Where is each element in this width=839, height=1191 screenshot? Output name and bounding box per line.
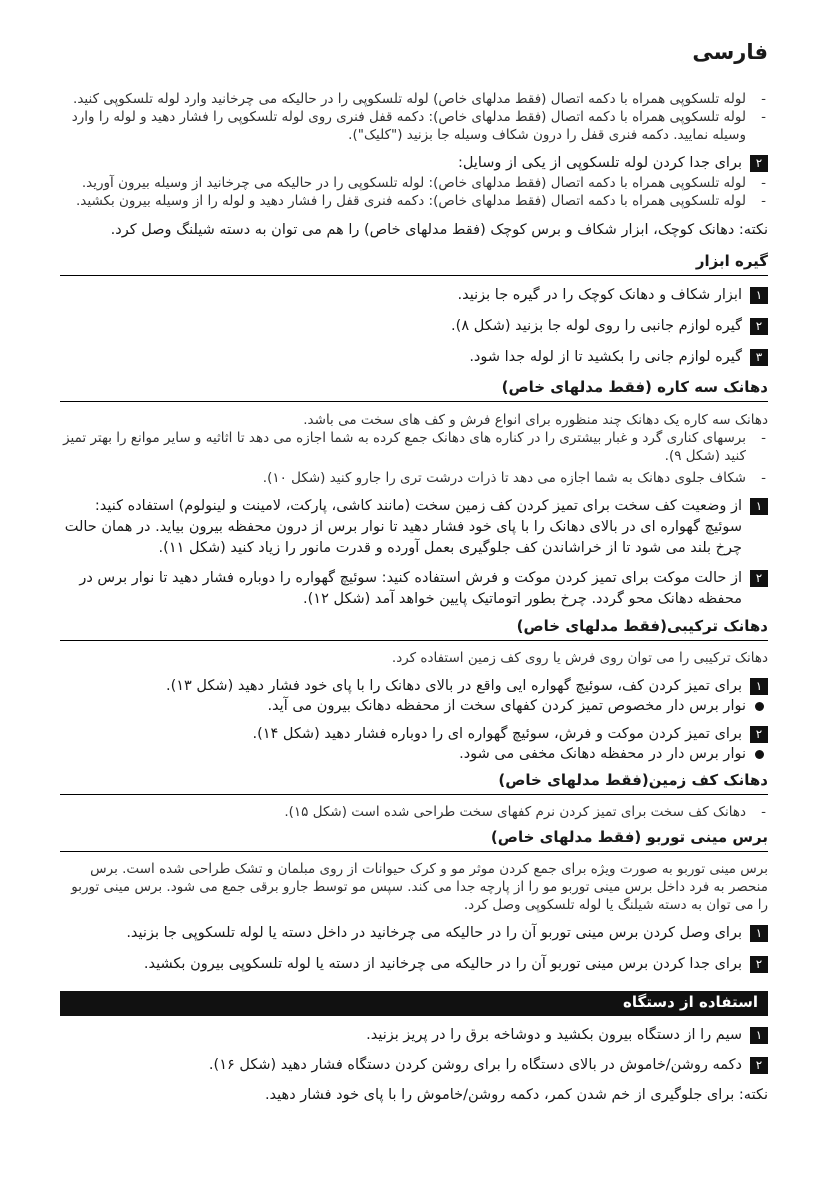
step-text: ابزار شکاف و دهانک کوچک را در گیره جا بزنید. xyxy=(457,287,742,303)
using-step-2 xyxy=(60,1055,768,1076)
section-divider xyxy=(60,851,768,852)
combi-nozzle-step-2 xyxy=(60,724,768,745)
attach-bullet-2: - لوله تلسکوپی همراه با دکمه اتصال (فقط مدلهای خاص): دکمه قفل فنری روی لوله تلسکوپی را فشار دهید و لوله را وارد وسیله نمایید. دکمه فنری قفل را درون شکاف وسیله جا بزنید ("کلیک"). xyxy=(60,108,768,144)
combi-nozzle-step-1 xyxy=(60,676,768,697)
step-text: دکمه روشن/خاموش در بالای دستگاه را برای روشن کردن دستگاه فشار دهید (شکل ۱۶). xyxy=(208,1057,742,1073)
step-number-badge: ۱ xyxy=(750,678,768,695)
tool-clip-step-1 xyxy=(60,285,768,306)
using-section-bar xyxy=(60,991,768,1016)
note-small-nozzle: نکته: دهانک کوچک، ابزار شکاف و برس کوچک (فقط مدلهای خاص) را هم می توان به دسته شیلنگ وصل کرد. xyxy=(110,222,768,238)
using-heading: استفاده از دستگاه xyxy=(623,993,758,1011)
step-number-badge: ۲ xyxy=(750,318,768,335)
tool-clip-heading: گیره ابزار xyxy=(695,252,768,270)
step-text: برای تمیز کردن کف، سوئیچ گهواره ایی واقع در بالای دهانک را با پای خود فشار دهید (شکل ۱۳). xyxy=(165,678,742,694)
step-number-badge: ۲ xyxy=(750,956,768,973)
step-text: گیره لوازم جانبی را روی لوله جا بزنید (شکل ۸). xyxy=(451,318,742,334)
step-text: برای تمیز کردن موکت و فرش، سوئیچ گهواره ای را دوباره فشار دهید (شکل ۱۴). xyxy=(252,726,742,742)
step-number-badge: ۱ xyxy=(750,1027,768,1044)
manual-page xyxy=(60,40,768,1180)
attach-bullet-1: - لوله تلسکوپی همراه با دکمه اتصال (فقط مدلهای خاص) لوله تلسکوپی را در حالیکه می چرخانید وارد لوله تلسکوپی کنید. xyxy=(60,90,768,108)
language-heading: فارسی xyxy=(692,40,768,64)
tool-clip-step-3 xyxy=(60,347,768,368)
triple-nozzle-step-1 xyxy=(60,496,768,559)
step-number-badge: ۲ xyxy=(750,570,768,587)
section-divider xyxy=(60,275,768,276)
step-number-badge: ۱ xyxy=(750,498,768,515)
triple-nozzle-intro: دهانک سه کاره یک دهانک چند منظوره برای انواع فرش و کف های سخت می باشد. xyxy=(303,412,768,428)
combi-nozzle-heading: دهانک ترکیبی(فقط مدلهای خاص) xyxy=(516,617,768,635)
mini-turbo-step-2 xyxy=(60,954,768,975)
detach-step xyxy=(60,153,768,174)
detach-bullet-1: - لوله تلسکوپی همراه با دکمه اتصال (فقط مدلهای خاص): لوله تلسکوپی را در حالیکه می چرخانید از وسیله بیرون آورید. xyxy=(60,174,768,192)
step-number-badge: ۲ xyxy=(750,155,768,172)
step-text: از وضعیت کف سخت برای تمیز کردن کف زمین سخت (مانند کاشی، پارکت، لامینت و لینولوم) استفاده کنید: سوئیچ گهواره ای در بالای دهانک را با پای خود فشار دهید تا نوار برس از درون محفظه بیرون بیاید. در همان حالت چرخ بلند می شود تا از خراشاندن کف جلوگیری بعمل آورده و قدرت مانور را زیاد کنید (شکل ۱۱). xyxy=(64,498,742,556)
triple-nozzle-step-2 xyxy=(60,568,768,610)
step-number-badge: ۳ xyxy=(750,349,768,366)
tool-clip-step-2 xyxy=(60,316,768,337)
section-divider xyxy=(60,640,768,641)
step-text: برای جدا کردن برس مینی توربو آن را در حالیکه می چرخانید از دسته یا لوله تلسکوپی بیرون بکشید. xyxy=(143,956,742,972)
step-text: سیم را از دستگاه بیرون بکشید و دوشاخه برق را در پریز بزنید. xyxy=(366,1027,742,1043)
step-text: از حالت موکت برای تمیز کردن موکت و فرش استفاده کنید: سوئیچ گهواره را دوباره فشار دهید تا نوار برس در محفظه دهانک محو گردد. چرخ بطور اتوماتیک پایین خواهد آمد (شکل ۱۲). xyxy=(79,570,742,607)
floor-nozzle-bullet: - دهانک کف سخت برای تمیز کردن نرم کفهای سخت طراحی شده است (شکل ۱۵). xyxy=(60,803,768,821)
triple-nozzle-bullet-1: - برسهای کناری گرد و غبار بیشتری را در کناره های دهانک جمع کرده به شما اجازه می دهد تا اثاثیه و سایر موانع را بهتر تمیز کنید (شکل ۹). xyxy=(60,429,768,465)
combi-nozzle-bullet-2: نوار برس دار در محفظه دهانک مخفی می شود. xyxy=(60,745,768,764)
step-text: برای وصل کردن برس مینی توربو آن را در حالیکه می چرخانید در داخل دسته یا لوله تلسکوپی جا بزنید. xyxy=(126,925,742,941)
step-number-badge: ۲ xyxy=(750,1057,768,1074)
note-back-strain: نکته: برای جلوگیری از خم شدن کمر، دکمه روشن/خاموش را با پای خود فشار دهید. xyxy=(264,1087,768,1103)
triple-nozzle-heading: دهانک سه کاره (فقط مدلهای خاص) xyxy=(501,378,768,396)
mini-turbo-heading: برس مینی توربو (فقط مدلهای خاص) xyxy=(490,828,768,846)
step-text: گیره لوازم جانی را بکشید تا از لوله جدا شود. xyxy=(469,349,742,365)
mini-turbo-step-1 xyxy=(60,923,768,944)
section-divider xyxy=(60,401,768,402)
section-divider xyxy=(60,794,768,795)
detach-bullet-2: - لوله تلسکوپی همراه با دکمه اتصال (فقط مدلهای خاص): دکمه فنری قفل را فشار دهید و لوله را از وسیله بیرون بکشید. xyxy=(60,192,768,210)
step-number-badge: ۱ xyxy=(750,925,768,942)
detach-title: برای جدا کردن لوله تلسکوپی از یکی از وسایل: xyxy=(457,155,742,171)
step-number-badge: ۲ xyxy=(750,726,768,743)
mini-turbo-intro: برس مینی توربو به صورت ویژه برای جمع کردن موثر مو و کرک حیوانات از روی مبلمان و تشک طراحی شده است. برس منحصر به فرد داخل برس مینی توربو مو را از پارچه جدا می کند. سپس مو توسط جارو برقی جمع می شود. برس مینی توربو را می توان به دسته شیلنگ یا لوله تلسکوپی وصل کرد. xyxy=(71,861,768,913)
step-number-badge: ۱ xyxy=(750,287,768,304)
combi-nozzle-bullet-1: نوار برس دار مخصوص تمیز کردن کفهای سخت از محفظه دهانک بیرون می آید. xyxy=(60,697,768,716)
using-step-1 xyxy=(60,1025,768,1046)
triple-nozzle-bullet-2: - شکاف جلوی دهانک به شما اجازه می دهد تا ذرات درشت تری را جارو کنید (شکل ۱۰). xyxy=(60,469,768,487)
floor-nozzle-heading: دهانک کف زمین(فقط مدلهای خاص) xyxy=(498,771,768,789)
combi-nozzle-intro: دهانک ترکیبی را می توان روی فرش یا روی کف زمین استفاده کرد. xyxy=(391,650,768,666)
